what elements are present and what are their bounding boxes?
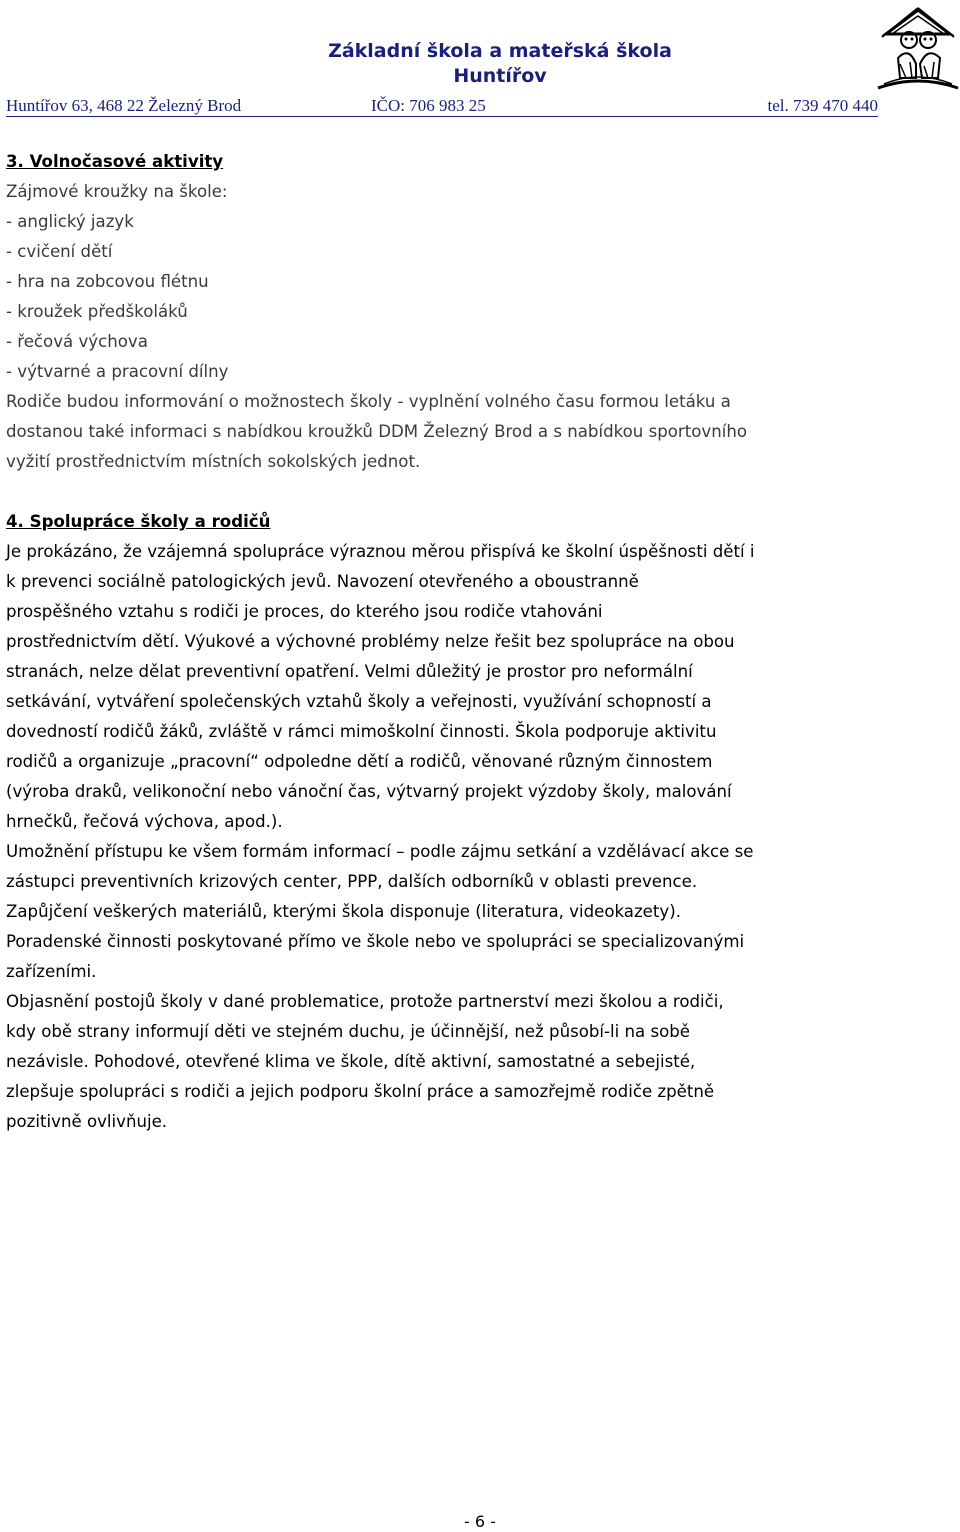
contact-line bbox=[6, 94, 878, 117]
list-item: - anglický jazyk bbox=[6, 212, 134, 231]
school-address: Huntířov 63, 468 22 Železný Brod bbox=[6, 96, 242, 115]
document-body bbox=[6, 147, 906, 1137]
paragraph-line: dovedností rodičů žáků, zvláště v rámci mimoškolní činnosti. Škola podporuje aktivitu bbox=[6, 722, 717, 741]
section-paragraph bbox=[6, 387, 906, 477]
school-place: Huntířov bbox=[453, 65, 547, 87]
paragraph-line: Objasnění postojů školy v dané problematice, protože partnerství mezi školou a rodiči, bbox=[6, 992, 724, 1011]
school-phone: tel. 739 470 440 bbox=[767, 96, 878, 115]
section-volnocasove-aktivity bbox=[6, 147, 906, 477]
list-item: - výtvarné a pracovní dílny bbox=[6, 362, 229, 381]
list-item: - hra na zobcovou flétnu bbox=[6, 272, 209, 291]
paragraph-line: Je prokázáno, že vzájemná spolupráce výraznou měrou přispívá ke školní úspěšnosti dětí i bbox=[6, 542, 755, 561]
section-spoluprace bbox=[6, 507, 906, 1137]
paragraph-line: Rodiče budou informování o možnostech školy - vyplnění volného času formou letáku a bbox=[6, 392, 731, 411]
paragraph-line: zlepšuje spolupráci s rodiči a jejich podporu školní práce a samozřejmě rodiče zpětně bbox=[6, 1082, 715, 1101]
paragraph-line: rodičů a organizuje „pracovní“ odpoledne dětí a rodičů, věnované různým činnostem bbox=[6, 752, 713, 771]
list-item: - řečová výchova bbox=[6, 332, 148, 351]
paragraph-line: Poradenské činnosti poskytované přímo ve škole nebo ve spolupráci se specializovanými bbox=[6, 932, 745, 951]
paragraph-line: Zapůjčení veškerých materiálů, kterými škola disponuje (literatura, videokazety). bbox=[6, 902, 681, 921]
spacer bbox=[6, 477, 906, 507]
section-title: 3. Volnočasové aktivity bbox=[6, 152, 224, 171]
list-item: - kroužek předškoláků bbox=[6, 302, 188, 321]
paragraph-line: k prevenci sociálně patologických jevů. Navození otevřeného a oboustranně bbox=[6, 572, 639, 591]
section-intro: Zájmové kroužky na škole: bbox=[6, 182, 228, 201]
section-title: 4. Spolupráce školy a rodičů bbox=[6, 512, 271, 531]
paragraph-line: prospěšného vztahu s rodiči je proces, do kterého jsou rodiče vtahováni bbox=[6, 602, 603, 621]
paragraph-line: dostanou také informaci s nabídkou kroužků DDM Železný Brod a s nabídkou sportovního bbox=[6, 422, 747, 441]
school-house-logo bbox=[876, 4, 960, 92]
paragraph-line: nezávisle. Pohodové, otevřené klima ve škole, dítě aktivní, samostatné a sebejisté, bbox=[6, 1052, 696, 1071]
school-title bbox=[230, 39, 770, 89]
paragraph-line: (výroba draků, velikonoční nebo vánoční čas, výtvarný projekt výzdoby školy, malování bbox=[6, 782, 732, 801]
paragraph-line: prostřednictvím dětí. Výukové a výchovné problémy nelze řešit bez spolupráce na obou bbox=[6, 632, 735, 651]
school-ico: IČO: 706 983 25 bbox=[371, 96, 486, 115]
paragraph-line: zástupci preventivních krizových center, PPP, dalších odborníků v oblasti prevence. bbox=[6, 872, 698, 891]
hobby-list bbox=[6, 207, 906, 387]
paragraph-line: pozitivně ovlivňuje. bbox=[6, 1112, 168, 1131]
school-name: Základní škola a mateřská škola bbox=[328, 40, 672, 62]
list-item: - cvičení dětí bbox=[6, 242, 113, 261]
paragraph-line: vyžití prostřednictvím místních sokolských jednot. bbox=[6, 452, 421, 471]
paragraph-line: zařízeními. bbox=[6, 962, 97, 981]
paragraph-line: Umožnění přístupu ke všem formám informací – podle zájmu setkání a vzdělávací akce se bbox=[6, 842, 754, 861]
page-number: - 6 - bbox=[464, 1512, 496, 1531]
paragraph-line: kdy obě strany informují děti ve stejném duchu, je účinnější, než působí-li na sobě bbox=[6, 1022, 691, 1041]
paragraph-line: stranách, nelze dělat preventivní opatření. Velmi důležitý je prostor pro neformální bbox=[6, 662, 693, 681]
paragraph-line: hrnečků, řečová výchova, apod.). bbox=[6, 812, 283, 831]
paragraph-line: setkávání, vytváření společenských vztahů školy a veřejnosti, využívání schopností a bbox=[6, 692, 712, 711]
section-paragraph bbox=[6, 537, 906, 1137]
